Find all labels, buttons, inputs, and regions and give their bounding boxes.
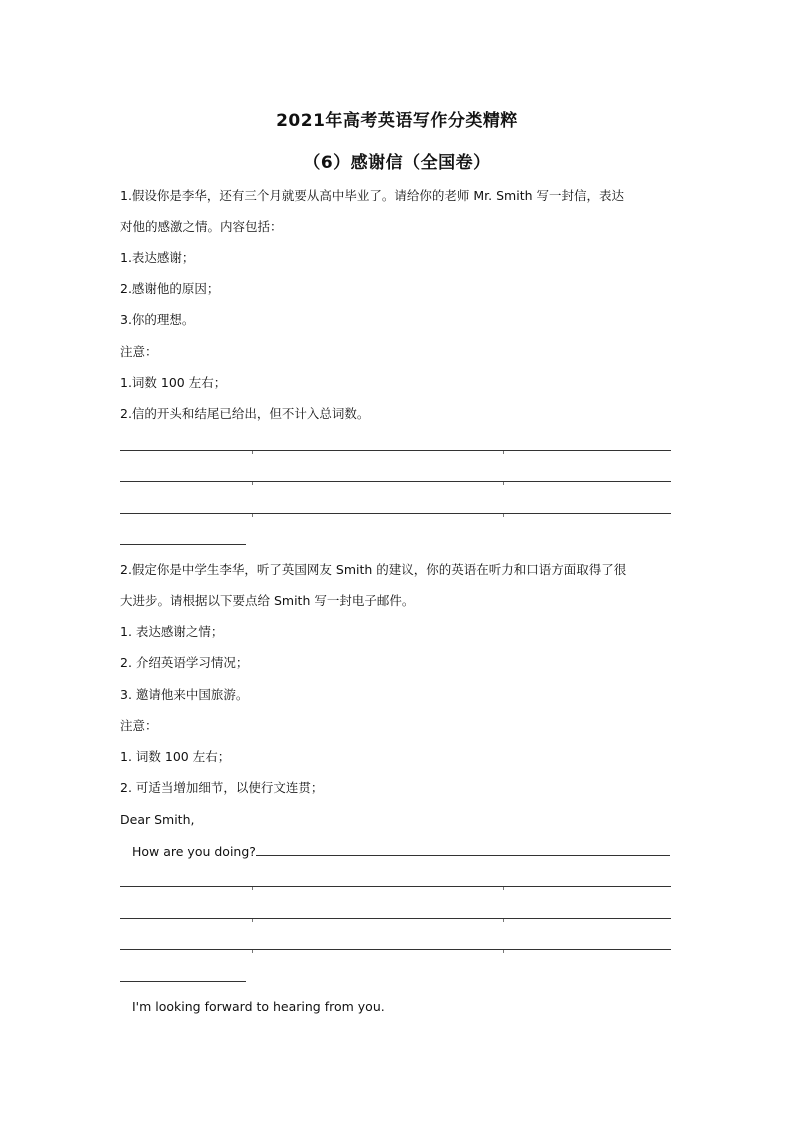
q2-prompt-line2: 大进步。请根据以下要点给 Smith 写一封电子邮件。	[120, 593, 415, 608]
line-tick	[503, 482, 504, 485]
line-tick	[252, 514, 253, 517]
q2-point-2: 2. 介绍英语学习情况；	[120, 655, 249, 670]
q2-prompt-line1: 2.假定你是中学生李华，听了英国网友 Smith 的建议，你的英语在听力和口语方面取得了很	[120, 562, 627, 577]
line-tick	[503, 887, 504, 890]
q2-answer-line-2[interactable]	[120, 918, 671, 919]
line-tick	[252, 919, 253, 922]
q2-answer-line-3[interactable]	[120, 949, 671, 950]
line-tick	[252, 451, 253, 454]
line-tick	[252, 950, 253, 953]
q1-answer-line-3[interactable]	[120, 513, 671, 514]
letter-opening-line	[132, 842, 670, 861]
q2-point-1: 1. 表达感谢之情；	[120, 624, 224, 639]
q2-answer-line-4[interactable]	[120, 981, 246, 982]
line-tick	[503, 950, 504, 953]
q1-point-3: 3.你的理想。	[120, 312, 195, 327]
line-tick	[503, 451, 504, 454]
q2-notes-label: 注意：	[120, 718, 158, 733]
line-tick	[503, 514, 504, 517]
q1-point-2: 2.感谢他的原因；	[120, 281, 220, 296]
q1-answer-line-2[interactable]	[120, 481, 671, 482]
q1-note-2: 2.信的开头和结尾已给出，但不计入总词数。	[120, 406, 370, 421]
letter-opening: How are you doing?	[132, 844, 256, 859]
document-title: 2021年高考英语写作分类精粹	[276, 111, 518, 131]
q2-point-3: 3. 邀请他来中国旅游。	[120, 687, 249, 702]
line-tick	[252, 482, 253, 485]
q2-note-1: 1. 词数 100 左右；	[120, 749, 231, 764]
letter-salutation: Dear Smith,	[120, 812, 195, 827]
letter-closing: I'm looking forward to hearing from you.	[132, 999, 385, 1014]
q1-note-1: 1.词数 100 左右；	[120, 375, 227, 390]
document-subtitle: （6）感谢信（全国卷）	[303, 153, 491, 173]
q1-prompt-line1: 1.假设你是李华，还有三个月就要从高中毕业了。请给你的老师 Mr. Smith 写一封信，表达	[120, 188, 625, 203]
q1-point-1: 1.表达感谢；	[120, 250, 195, 265]
q1-answer-line-1[interactable]	[120, 450, 671, 451]
q2-answer-line-1[interactable]	[120, 886, 671, 887]
letter-opening-blank[interactable]	[256, 842, 670, 856]
q1-prompt-line2: 对他的感激之情。内容包括：	[120, 219, 283, 234]
line-tick	[252, 887, 253, 890]
line-tick	[503, 919, 504, 922]
q1-notes-label: 注意：	[120, 344, 158, 359]
q1-answer-line-4[interactable]	[120, 544, 246, 545]
q2-note-2: 2. 可适当增加细节，以使行文连贯；	[120, 780, 324, 795]
